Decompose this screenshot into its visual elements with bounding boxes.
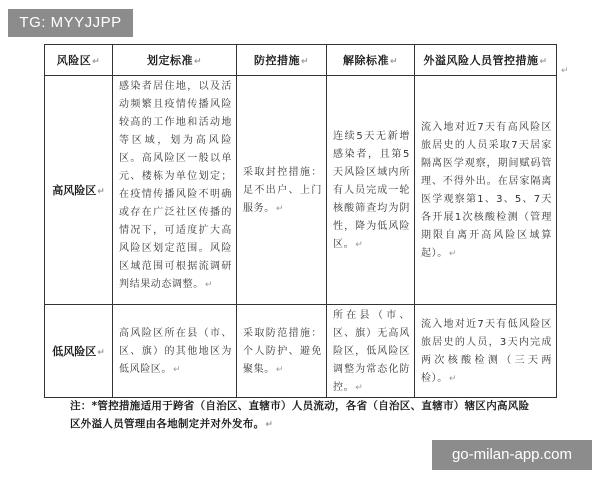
row-label-low-risk: 低风险区↵ — [45, 305, 113, 398]
cell-spillover: 流入地对近7天有高风险区旅居史的人员采取7天居家隔离医学观察，期间赋码管理、不得外出。在居家隔离医学观察第1、3、5、7天各开展1次核酸检测（管理期限自离开高风险区域算起）。↵ — [415, 76, 557, 305]
header-criteria: 划定标准↵ — [113, 45, 237, 76]
cell-measures: 采取封控措施：足不出户、上门服务。↵ — [237, 76, 327, 305]
watermark-top-left: TG: MYYJJPP — [8, 9, 133, 37]
table-header-row — [45, 45, 557, 76]
row-label-high-risk: 高风险区↵ — [45, 76, 113, 305]
header-spillover-measures: 外溢风险人员管控措施↵ — [415, 45, 557, 76]
header-lift-standard: 解除标准↵ — [327, 45, 415, 76]
paragraph-mark: ↵ — [561, 66, 569, 76]
header-measures: 防控措施↵ — [237, 45, 327, 76]
cell-lift-standard: 所在县（市、区、旗）无高风险区，低风险区调整为常态化防控。↵ — [327, 305, 415, 398]
header-risk-area: 风险区↵ — [45, 45, 113, 76]
cell-criteria: 感染者居住地，以及活动频繁且疫情传播风险较高的工作地和活动地等区域，划为高风险区。高风险区一般以单元、楼栋为单位划定；在疫情传播风险不明确或存在广泛社区传播的情况下，可适度扩大高风险区划定范围。风险区域范围可根据流调研判结果动态调整。↵ — [113, 76, 237, 305]
cell-lift-standard: 连续5天无新增感染者，且第5天风险区域内所有人员完成一轮核酸筛查均为阴性，降为低风险区。↵ — [327, 76, 415, 305]
table-row — [45, 76, 557, 305]
cell-spillover: 流入地对近7天有低风险区旅居史的人员，3天内完成两次核酸检测（三天两检）。↵ — [415, 305, 557, 398]
watermark-bottom-right: go-milan-app.com — [432, 440, 592, 470]
risk-policy-table — [44, 44, 557, 398]
cell-criteria: 高风险区所在县（市、区、旗）的其他地区为低风险区。↵ — [113, 305, 237, 398]
table-row — [45, 305, 557, 398]
cell-measures: 采取防范措施：个人防护、避免聚集。↵ — [237, 305, 327, 398]
footnote: 注：*管控措施适用于跨省（自治区、直辖市）人员流动，各省（自治区、直辖市）辖区内高风险区外溢人员管理由各地制定并对外发布。↵ — [70, 400, 530, 430]
